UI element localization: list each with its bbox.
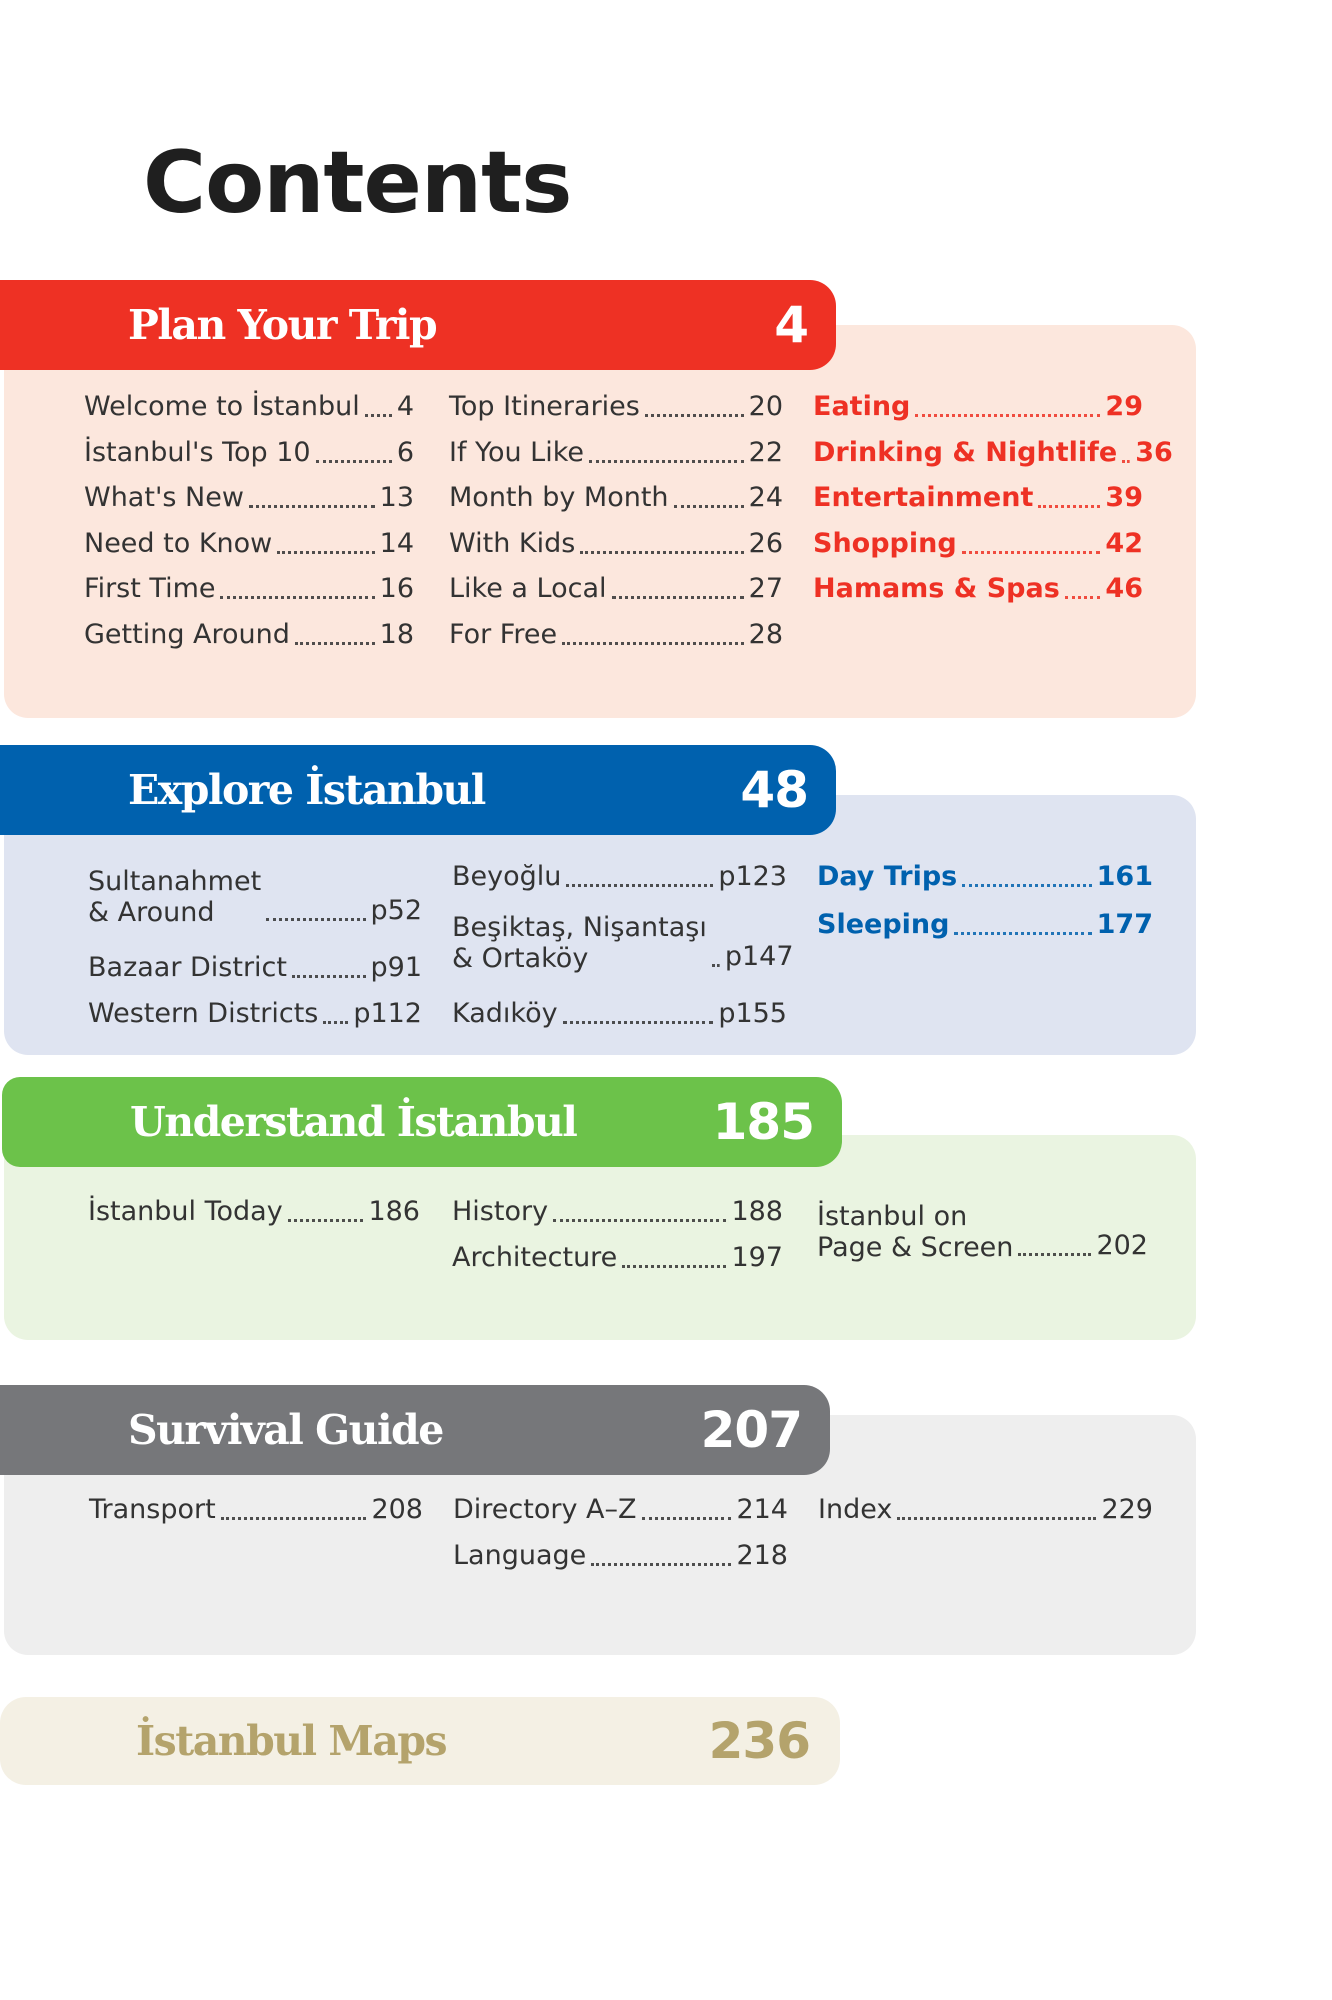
toc-entry[interactable] [452, 860, 787, 894]
toc-entry-title: İstanbul's Top 10 [84, 436, 311, 468]
toc-entry[interactable] [813, 481, 1143, 515]
dot-leader [562, 642, 744, 645]
section-page-number: 207 [700, 1401, 802, 1459]
toc-entry[interactable] [449, 436, 783, 470]
toc-entry-title: İstanbul on Page & Screen [817, 1201, 1014, 1263]
dot-leader [266, 918, 365, 921]
dot-leader [712, 964, 720, 967]
toc-entry-title: Bazaar District [88, 952, 287, 983]
toc-entry-page: 27 [748, 573, 783, 604]
toc-entry[interactable] [84, 436, 414, 470]
toc-entry[interactable] [453, 1539, 788, 1573]
toc-entry-title: Day Trips [817, 861, 958, 892]
plan-your-trip-banner[interactable] [0, 280, 836, 370]
toc-entry[interactable] [89, 1493, 423, 1527]
dot-leader [962, 884, 1091, 887]
dot-leader [316, 460, 392, 463]
dot-leader [622, 1265, 726, 1268]
toc-entry-page: 42 [1105, 527, 1143, 559]
toc-entry[interactable] [817, 1195, 1148, 1263]
toc-entry[interactable] [452, 1241, 783, 1275]
toc-entry-title: First Time [84, 573, 216, 604]
toc-entry-title: Drinking & Nightlife [813, 436, 1118, 468]
dot-leader [674, 505, 744, 508]
toc-entry[interactable] [452, 997, 787, 1031]
dot-leader [954, 932, 1091, 935]
toc-entry-title: Eating [813, 391, 911, 422]
dot-leader [292, 975, 366, 978]
toc-entry-page: 218 [736, 1540, 788, 1571]
toc-entry-title: Top Itineraries [449, 391, 640, 422]
toc-entry-page: 13 [379, 482, 414, 513]
section-page-number: 236 [708, 1712, 810, 1770]
toc-entry-title: Architecture [452, 1241, 618, 1273]
toc-entry-page: 6 [396, 436, 414, 468]
toc-entry[interactable] [88, 1195, 420, 1229]
toc-entry[interactable] [84, 618, 414, 652]
toc-entry-title: Sultanahmet & Around [88, 866, 262, 928]
toc-entry-title: For Free [449, 618, 558, 650]
toc-entry-page: 214 [736, 1494, 788, 1525]
dot-leader [1065, 596, 1101, 599]
toc-entry[interactable] [813, 390, 1143, 424]
toc-entry-title: Transport [89, 1494, 216, 1525]
toc-entry[interactable] [817, 860, 1153, 894]
toc-entry[interactable] [88, 860, 422, 928]
dot-leader [580, 551, 743, 554]
toc-entry-title: Hamams & Spas [813, 573, 1060, 604]
toc-entry[interactable] [84, 390, 414, 424]
toc-entry[interactable] [84, 572, 414, 606]
dot-leader [962, 551, 1101, 554]
page-title: Contents [143, 133, 572, 233]
toc-entry-page: 161 [1096, 861, 1153, 892]
dot-leader [1038, 505, 1100, 508]
toc-entry[interactable] [88, 951, 422, 985]
dot-leader [1122, 460, 1130, 463]
dot-leader [288, 1219, 364, 1222]
toc-entry-page: p155 [718, 997, 787, 1029]
toc-entry-title: Western Districts [88, 997, 319, 1029]
dot-leader [221, 1517, 367, 1520]
toc-entry-page: 188 [731, 1196, 783, 1227]
toc-entry-page: 14 [379, 527, 414, 559]
toc-entry[interactable] [818, 1493, 1153, 1527]
toc-entry-page: 36 [1135, 436, 1173, 468]
toc-entry-title: Entertainment [813, 482, 1034, 513]
toc-entry[interactable] [449, 618, 783, 652]
understand-istanbul-banner[interactable] [2, 1077, 842, 1167]
toc-entry-page: 177 [1096, 909, 1153, 940]
toc-entry-page: p123 [718, 861, 787, 892]
dot-leader [249, 505, 375, 508]
toc-entry-page: 24 [748, 482, 783, 513]
toc-entry-title: Like a Local [449, 573, 607, 604]
toc-entry-title: Language [453, 1540, 587, 1571]
toc-entry-page: 186 [368, 1196, 420, 1227]
toc-entry-title: What's New [84, 482, 244, 513]
toc-entry[interactable] [88, 997, 422, 1031]
toc-entry-title: Month by Month [449, 482, 669, 513]
dot-leader [915, 414, 1100, 417]
toc-entry-page: 22 [748, 436, 783, 468]
explore-istanbul-banner[interactable] [0, 745, 836, 835]
section-page-number: 185 [712, 1093, 814, 1151]
toc-entry-page: 202 [1096, 1230, 1148, 1261]
toc-entry-title: Kadıköy [452, 997, 558, 1029]
toc-entry-page: p112 [353, 997, 422, 1029]
toc-entry-title: Getting Around [84, 618, 290, 650]
section-title: İstanbul Maps [136, 1717, 447, 1765]
toc-entry[interactable] [452, 1195, 783, 1229]
toc-entry[interactable] [813, 436, 1173, 470]
dot-leader [295, 642, 375, 645]
toc-entry-page: 229 [1101, 1494, 1153, 1525]
toc-entry-title: Index [818, 1494, 893, 1525]
toc-entry-title: Directory A–Z [453, 1494, 637, 1525]
toc-entry-page: p147 [724, 940, 794, 972]
toc-entry-title: Welcome to İstanbul [84, 391, 360, 422]
toc-entry-title: With Kids [449, 527, 576, 559]
toc-entry-page: 18 [379, 618, 414, 650]
dot-leader [365, 414, 392, 417]
dot-leader [612, 596, 744, 599]
dot-leader [645, 414, 744, 417]
dot-leader [589, 460, 744, 463]
toc-entry[interactable] [813, 572, 1143, 606]
toc-entry[interactable] [84, 481, 414, 515]
toc-entry[interactable] [449, 481, 783, 515]
toc-entry-page: 29 [1105, 391, 1143, 422]
section-page-number: 4 [774, 296, 808, 354]
section-title: Survival Guide [128, 1406, 443, 1454]
toc-entry-title: Beşiktaş, Nişantaşı & Ortaköy [452, 911, 707, 974]
dot-leader [277, 551, 374, 554]
toc-entry-title: Beyoğlu [452, 861, 562, 892]
dot-leader [220, 596, 374, 599]
toc-entry-page: 20 [748, 391, 783, 422]
toc-entry[interactable] [449, 527, 783, 561]
toc-entry-page: p52 [370, 895, 422, 926]
section-title: Explore İstanbul [128, 766, 485, 814]
toc-entry-page: 46 [1105, 573, 1143, 604]
toc-entry-page: 197 [731, 1241, 783, 1273]
toc-entry-page: 26 [748, 527, 783, 559]
dot-leader [563, 1021, 714, 1024]
toc-entry[interactable] [813, 527, 1143, 561]
toc-entry[interactable] [453, 1493, 788, 1527]
dot-leader [566, 884, 713, 887]
dot-leader [642, 1517, 732, 1520]
toc-entry-title: İstanbul Today [88, 1196, 283, 1227]
section-page-number: 48 [740, 761, 808, 819]
toc-entry-title: History [452, 1196, 549, 1227]
toc-entry-page: p91 [370, 952, 422, 983]
toc-entry[interactable] [452, 906, 794, 974]
toc-entry-page: 28 [748, 618, 783, 650]
dot-leader [553, 1219, 726, 1222]
dot-leader [323, 1021, 348, 1024]
toc-entry-page: 208 [371, 1494, 423, 1525]
toc-entry-page: 16 [379, 573, 414, 604]
toc-entry[interactable] [84, 527, 414, 561]
section-title: Plan Your Trip [128, 301, 437, 349]
toc-entry[interactable] [449, 572, 783, 606]
toc-entry-title: Need to Know [84, 527, 273, 559]
toc-entry-title: If You Like [449, 436, 584, 468]
toc-entry[interactable] [817, 908, 1153, 942]
dot-leader [1018, 1253, 1091, 1256]
dot-leader [591, 1563, 731, 1566]
istanbul-maps-banner[interactable] [0, 1697, 840, 1785]
toc-entry-title: Sleeping [817, 909, 950, 940]
survival-guide-banner[interactable] [0, 1385, 830, 1475]
toc-entry[interactable] [449, 390, 783, 424]
plan-your-trip-panel [4, 325, 1196, 718]
dot-leader [897, 1517, 1096, 1520]
section-title: Understand İstanbul [130, 1098, 577, 1146]
toc-entry-title: Shopping [813, 527, 957, 559]
toc-entry-page: 39 [1105, 482, 1143, 513]
toc-entry-page: 4 [396, 391, 414, 422]
